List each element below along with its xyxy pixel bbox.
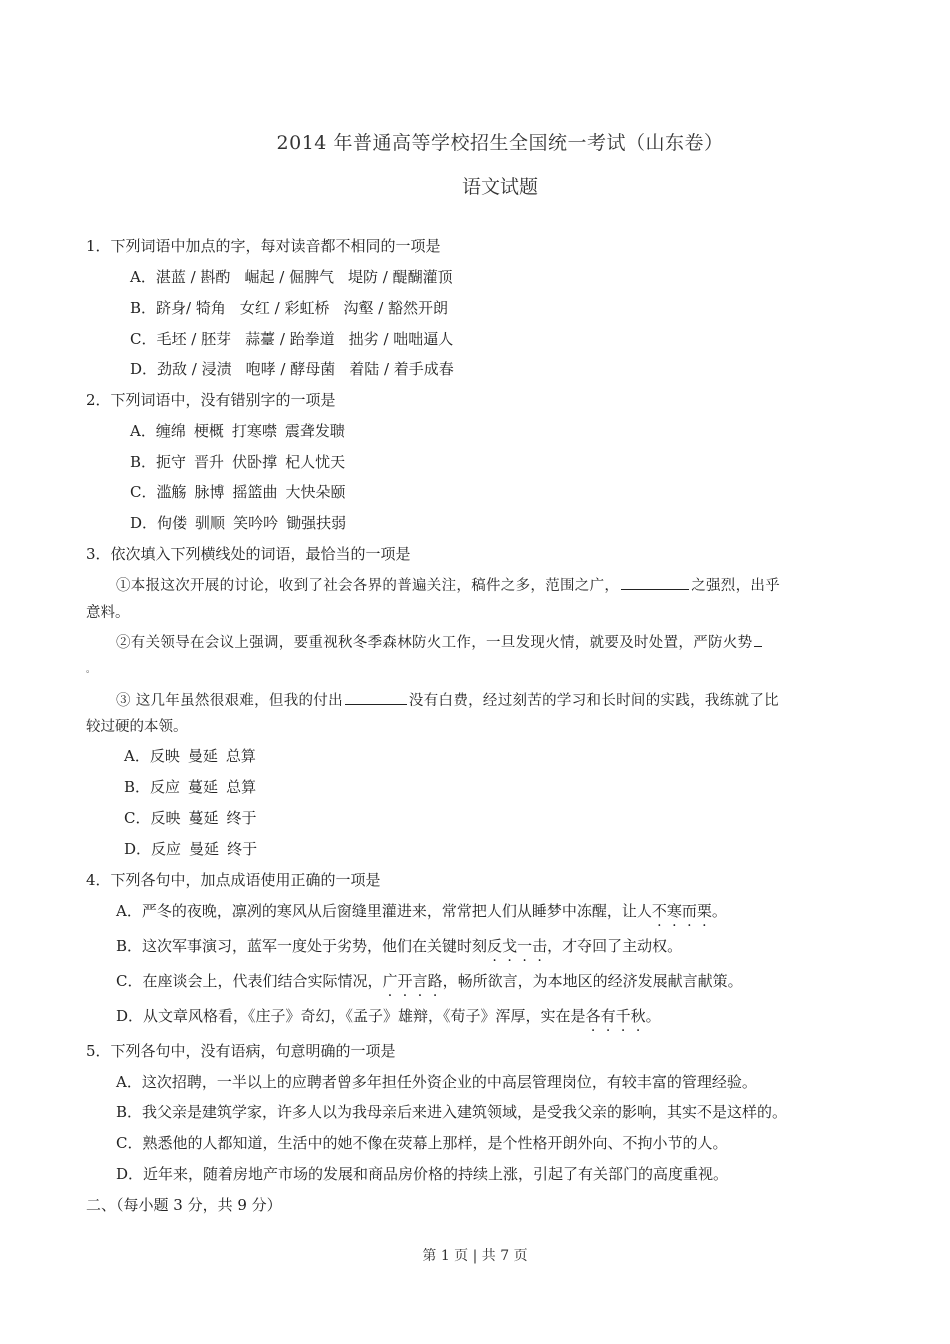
- question-2-option-b: [130, 452, 345, 472]
- option-word: 大快朵颐: [285, 483, 346, 501]
- dotted-char: 反: [487, 937, 503, 955]
- section-2-heading: 二、（每小题 3 分，共 9 分）: [86, 1196, 282, 1214]
- option-word: 跻身/ 犄角: [156, 299, 226, 317]
- option-word: 晋升: [194, 453, 225, 471]
- option-word: 滥觞: [156, 483, 187, 501]
- option-word: 反映: [150, 809, 181, 827]
- question-5-option-b: [116, 1102, 787, 1122]
- option-word: 缠绵: [155, 422, 186, 440]
- option-word: 拙劣 / 咄咄逼人: [348, 330, 454, 348]
- option-label: C．: [130, 330, 157, 348]
- sentence-text: ，畅所欲言，为本地区的经济发展献言献策。: [442, 972, 743, 990]
- dotted-char: 千: [615, 1007, 631, 1025]
- option-label: D．: [116, 1007, 144, 1025]
- question-4-option-c: [116, 971, 743, 991]
- option-label: A．: [116, 902, 142, 920]
- option-label: B．: [130, 299, 157, 317]
- option-label: A．: [130, 268, 156, 286]
- sentence-text: 这次招聘，一半以上的应聘者曾多年担任外资企业的中高层管理岗位，有较丰富的管理经验。: [141, 1073, 757, 1091]
- question-2-option-c: [130, 482, 346, 502]
- option-word: 震聋发聩: [284, 422, 345, 440]
- question-3-sentence-3-cont: 较过硬的本领。: [86, 719, 188, 735]
- option-word: 湛蓝 / 斟酌: [155, 268, 231, 286]
- sentence-text: ②有关领导在会议上强调，要重视秋冬季森林防火工作，一旦发现火情，就要及时处置，严防火势: [116, 635, 753, 651]
- option-label: A．: [124, 747, 150, 765]
- option-word: 反映: [149, 747, 180, 765]
- option-word: 摇篮曲: [232, 483, 278, 501]
- option-word: 劲敌 / 浸渍: [157, 360, 232, 378]
- sentence-text: 没有白费，经过刻苦的学习和长时间的实践，我练就了比: [408, 693, 779, 709]
- question-1-stem: 1．下列词语中加点的字，每对读音都不相同的一项是: [86, 237, 441, 255]
- option-word: 笑吟吟: [233, 514, 279, 532]
- option-word: 蔓延: [188, 778, 219, 796]
- question-4-option-d: [116, 1006, 661, 1026]
- question-2-option-d: [130, 513, 346, 533]
- option-word: 沟壑 / 豁然开朗: [343, 299, 449, 317]
- option-word: 反应: [150, 778, 181, 796]
- question-3-stem: 3．依次填入下列横线处的词语，最恰当的一项是: [86, 545, 411, 563]
- option-word: 脉博: [194, 483, 225, 501]
- sentence-text: ，才夺回了主动权。: [547, 937, 683, 955]
- question-3-option-b: [124, 777, 256, 797]
- option-label: B．: [130, 453, 157, 471]
- exam-title: 2014 年普通高等学校招生全国统一考试（山东卷）: [276, 132, 724, 154]
- option-label: B．: [116, 937, 143, 955]
- option-word: 佝偻: [157, 514, 188, 532]
- option-word: 曼延: [189, 840, 220, 858]
- option-label: C．: [130, 483, 157, 501]
- question-3-sentence-3: [116, 690, 779, 711]
- sentence-text: 。: [645, 1007, 661, 1025]
- option-label: C．: [116, 1134, 143, 1152]
- option-word: 梗概: [193, 422, 224, 440]
- question-3-sentence-1: [116, 575, 780, 596]
- fill-blank: [754, 632, 762, 647]
- option-word: 总算: [226, 778, 257, 796]
- dotted-char: 而: [681, 902, 697, 920]
- question-5-option-c: [116, 1133, 728, 1153]
- option-label: A．: [130, 422, 156, 440]
- option-label: B．: [124, 778, 151, 796]
- option-label: D．: [130, 514, 158, 532]
- dotted-char: 言: [412, 972, 428, 990]
- option-word: 着陆 / 着手成春: [349, 360, 454, 378]
- page-footer: 第 1 页 | 共 7 页: [422, 1248, 528, 1264]
- dotted-char: 有: [600, 1007, 616, 1025]
- option-word: 崛起 / 倔脾气: [244, 268, 335, 286]
- question-1-option-a: [130, 267, 453, 287]
- dotted-char: 寒: [666, 902, 682, 920]
- question-3-option-a: [124, 746, 256, 766]
- question-3-sentence-2-cont: 。: [86, 665, 96, 675]
- question-1-option-d: [130, 359, 454, 379]
- option-word: 咆哮 / 酵母菌: [245, 360, 336, 378]
- fill-blank: [621, 575, 689, 590]
- option-label: D．: [124, 840, 152, 858]
- dotted-char: 开: [397, 972, 413, 990]
- question-3-sentence-1-cont: 意料。: [86, 605, 130, 621]
- sentence-text: 严冬的夜晚，凛冽的寒风从后窗缝里灌进来，常常把人们从睡梦中冻醒，让人: [141, 902, 652, 920]
- dotted-char: 秋: [630, 1007, 646, 1025]
- question-5-option-d: [116, 1164, 728, 1184]
- option-word: 伏卧撑: [232, 453, 278, 471]
- sentence-text: ①本报这次开展的讨论，收到了社会各界的普遍关注，稿件之多，范围之广，: [116, 578, 620, 594]
- question-3-sentence-2: [116, 632, 764, 653]
- dotted-char: 戈: [502, 937, 518, 955]
- sentence-text: 之强烈，出乎: [691, 578, 781, 594]
- option-word: 堤防 / 醍醐灌顶: [348, 268, 453, 286]
- sentence-text: 从文章风格看，《庄子》奇幻，《孟子》雄辩，《荀子》浑厚，实在是: [143, 1007, 586, 1025]
- option-word: 反应: [151, 840, 182, 858]
- question-4-stem: 4．下列各句中，加点成语使用正确的一项是: [86, 871, 381, 889]
- option-word: 打寒噤: [231, 422, 277, 440]
- option-word: 扼守: [156, 453, 187, 471]
- question-1-option-b: [130, 298, 448, 318]
- sentence-text: 。: [711, 902, 727, 920]
- question-5-option-a: [116, 1072, 757, 1092]
- question-5-stem: 5．下列各句中，没有语病，句意明确的一项是: [86, 1042, 396, 1060]
- question-2-option-a: [130, 421, 345, 441]
- sentence-text: 在座谈会上，代表们结合实际情况，: [142, 972, 383, 990]
- option-word: 蔓延: [188, 809, 219, 827]
- sentence-text: 我父亲是建筑学家，许多人以为我母亲后来进入建筑领域，是受我父亲的影响，其实不是这样的。: [142, 1103, 788, 1121]
- option-word: 驯顺: [195, 514, 226, 532]
- question-3-option-d: [124, 839, 257, 859]
- dotted-char: 栗: [696, 902, 712, 920]
- option-word: 毛坯 / 胚芽: [156, 330, 232, 348]
- option-label: A．: [116, 1073, 142, 1091]
- option-word: 终于: [227, 840, 258, 858]
- question-2-stem: 2．下列词语中，没有错别字的一项是: [86, 391, 336, 409]
- sentence-text: 熟悉他的人都知道，生活中的她不像在荧幕上那样，是个性格开朗外向、不拘小节的人。: [142, 1134, 728, 1152]
- dotted-char: 广: [382, 972, 398, 990]
- question-1-option-c: [130, 329, 453, 349]
- option-label: D．: [116, 1165, 144, 1183]
- exam-subtitle: 语文试题: [461, 176, 538, 198]
- sentence-text: ③ 这几年虽然很艰难，但我的付出: [116, 693, 343, 709]
- option-word: 总算: [225, 747, 256, 765]
- option-word: 锄强扶弱: [286, 514, 347, 532]
- question-4-option-b: [116, 936, 682, 956]
- sentence-text: 近年来，随着房地产市场的发展和商品房价格的持续上涨，引起了有关部门的高度重视。: [143, 1165, 729, 1183]
- option-label: C．: [124, 809, 151, 827]
- option-word: 曼延: [187, 747, 218, 765]
- question-4-option-a: [116, 901, 727, 921]
- dotted-char: 路: [427, 972, 443, 990]
- dotted-char: 击: [532, 937, 548, 955]
- option-word: 蒜薹 / 跆拳道: [245, 330, 335, 348]
- question-3-option-c: [124, 808, 257, 828]
- dotted-char: 各: [585, 1007, 601, 1025]
- fill-blank: [345, 690, 407, 705]
- option-label: B．: [116, 1103, 143, 1121]
- option-word: 杞人忧天: [285, 453, 346, 471]
- dotted-char: 不: [651, 902, 667, 920]
- option-word: 女红 / 彩虹桥: [239, 299, 330, 317]
- option-label: C．: [116, 972, 143, 990]
- sentence-text: 这次军事演习，蓝军一度处于劣势，他们在关键时刻: [142, 937, 488, 955]
- dotted-char: 一: [517, 937, 533, 955]
- option-word: 终于: [226, 809, 257, 827]
- option-label: D．: [130, 360, 158, 378]
